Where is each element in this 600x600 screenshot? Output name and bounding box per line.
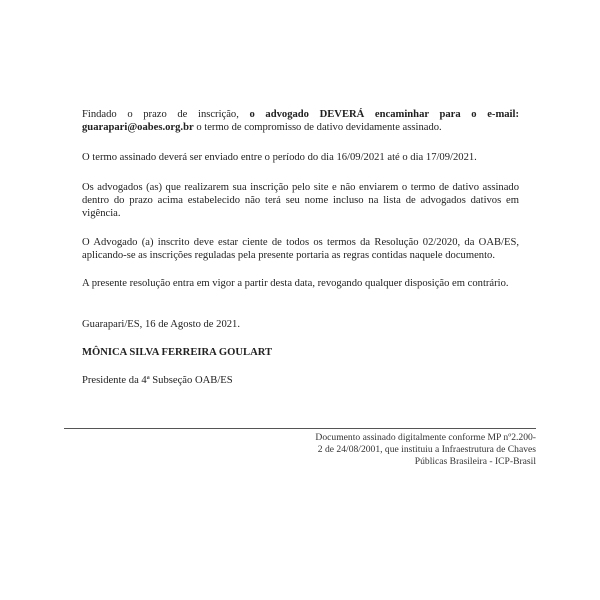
date-line: Guarapari/ES, 16 de Agosto de 2021. [82, 319, 240, 330]
paragraph-non-submission: Os advogados (as) que realizarem sua inscrição pelo site e não enviarem o termo de dativo assinado dentro do prazo acima estabelecido não terá seu nome incluso na lista de advogados dativos em vigência. [82, 182, 519, 219]
footer-line-2: 2 de 24/08/2001, que instituiu a Infraestrutura de Chaves [317, 444, 536, 455]
signer-title: Presidente da 4ª Subseção OAB/ES [82, 375, 233, 386]
signer-name: MÔNICA SILVA FERREIRA GOULART [82, 347, 273, 358]
digital-signature-note [300, 432, 536, 468]
paragraph-deadline [82, 108, 519, 134]
footer-line-1: Documento assinado digitalmente conforme MP nº2.200- [315, 432, 536, 443]
paragraph-submission-period: O termo assinado deverá ser enviado entre o período do dia 16/09/2021 até o dia 17/09/2021. [82, 152, 477, 163]
deadline-tail: o termo de compromisso de dativo devidamente assinado. [193, 122, 442, 133]
footer-line-3: Públicas Brasileira - ICP-Brasil [414, 456, 536, 467]
deadline-bold-instruction: o advogado DEVERÁ encaminhar para o e-mail: [249, 109, 519, 120]
paragraph-effective: A presente resolução entra em vigor a partir desta data, revogando qualquer disposição em contrário. [82, 278, 509, 289]
footer-divider [64, 428, 536, 429]
email-address: guarapari@oabes.org.br [82, 122, 194, 133]
paragraph-resolution: O Advogado (a) inscrito deve estar ciente de todos os termos da Resolução 02/2020, da OAB/ES, aplicando-se as inscrições reguladas pela presente portaria as regras contidas naquele documento. [82, 237, 519, 261]
deadline-text: Findado o prazo de inscrição, [82, 109, 250, 120]
